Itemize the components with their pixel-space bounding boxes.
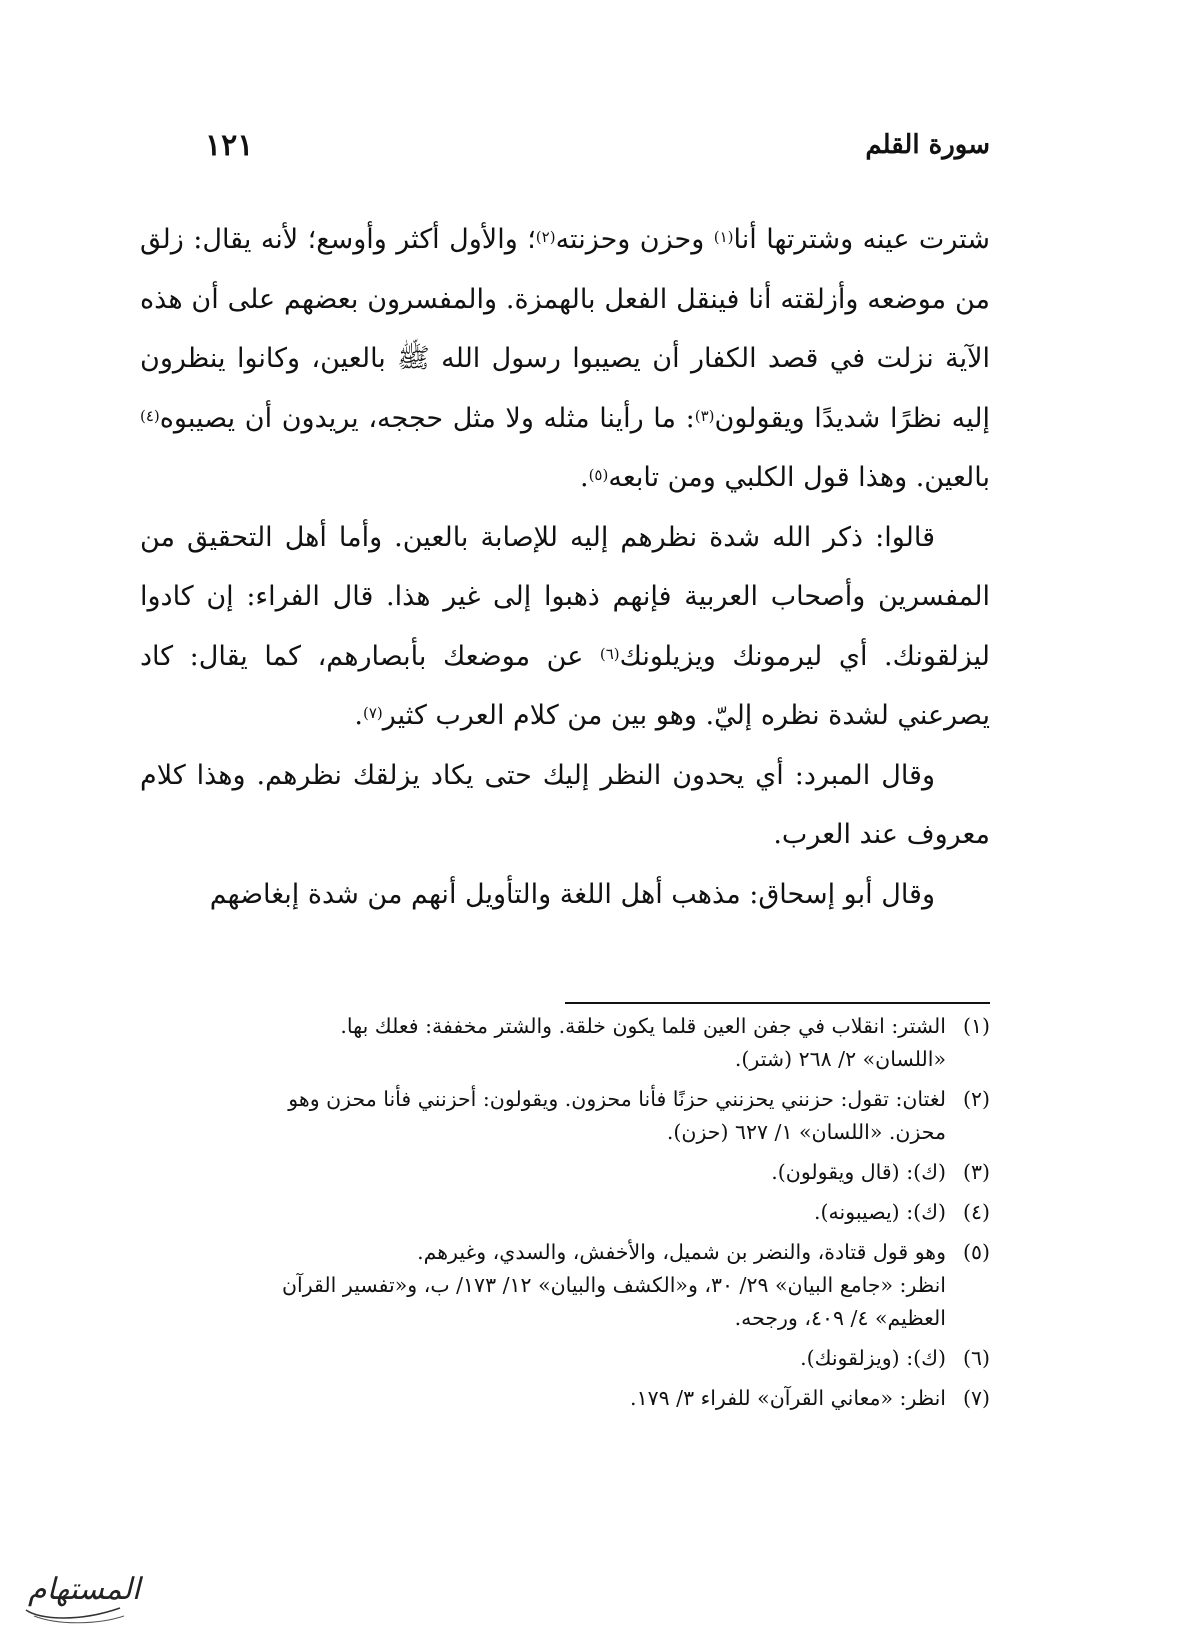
footnote-ref-2: (٢) [535,228,556,246]
footnote [140,1382,990,1415]
stamp-text: المستهام [28,1572,141,1607]
footnote-line: «اللسان» ٢/ ٢٦٨ (شتر). [734,1047,946,1071]
footnote-number: (٢) [962,1087,990,1111]
footnote-number: (٥) [962,1240,990,1264]
footnote-text [140,1083,946,1149]
footnote-text [140,1382,946,1415]
paragraph-3: وقال المبرد: أي يحدون النظر إليك حتى يكاد يزلقك نظرهم. وهذا كلام معروف عند العرب. [140,759,990,850]
footnote-line: الشتر: انقلاب في جفن العين قلما يكون خلقة. والشتر مخففة: فعلك بها. [340,1014,946,1038]
text-run: . [579,462,589,493]
footnote [140,1236,990,1335]
footnote-number: (١) [962,1014,990,1038]
footnote-ref-6: (٦) [599,644,620,663]
footnote-ref-3: (٣) [694,406,715,425]
paragraph-2 [140,508,990,746]
footnote-line: انظر: «جامع البيان» ٢٩/ ٣٠، و«الكشف والبيان» ١٢/ ١٧٣/ ب، و«تفسير القرآن [282,1273,946,1297]
publisher-stamp-logo [20,1560,141,1630]
paragraph-1 [140,210,990,508]
footnote-text [140,1196,946,1229]
footnote-line: (ك): (يصيبونه). [814,1200,946,1224]
footnote-ref-1: (١) [713,228,734,246]
text-run: : ما رأينا مثله ولا مثل حججه، يريدون أن يصيبوه [159,402,695,434]
footnote-line: محزن. «اللسان» ١/ ٦٢٧ (حزن). [666,1120,946,1144]
text-run: قالوا: ذكر الله شدة نظرهم إليه للإصابة بالعين. وأما أهل التحقيق من المفسرين وأصحاب العربية فإنهم ذهبوا إلى غير هذا. قال الفراء: إن كادوا ليزلقونك. أي ليرمونك ويزيلونك [140,521,990,672]
footnote [140,1156,990,1189]
surah-title: سورة القلم [865,130,990,160]
footnote-line: وهو قول قتادة، والنضر بن شميل، والأخفش، والسدي، وغيرهم. [417,1240,946,1264]
footnote-text [140,1156,946,1189]
text-run: وحزن وحزنته [555,224,714,255]
footnote-number: (٣) [962,1160,990,1184]
footnote [140,1083,990,1149]
text-run: شترت عينه وشترتها أنا [733,224,991,255]
paragraph-4: وقال أبو إسحاق: مذهب أهل اللغة والتأويل أنهم من شدة إبغاضهم [209,878,935,910]
footnote-line: (ك): (قال ويقولون). [771,1160,946,1184]
text-run: بالعين. وهذا قول الكلبي ومن تابعه [608,462,990,493]
footnote-number: (٧) [962,1386,990,1410]
footnote-ref-4: (٤) [140,406,160,425]
footnotes [140,1010,990,1422]
footnote-ref-7: (٧) [362,704,383,722]
footnote-line: انظر: «معاني القرآن» للفراء ٣/ ١٧٩. [630,1386,946,1410]
footnote [140,1342,990,1375]
footnote-number: (٦) [962,1346,990,1370]
footnote [140,1010,990,1076]
text-run: عن موضعك بأبصارهم، كما يقال: كاد يصرعني لشدة نظره إليّ. وهو بين من كلام العرب كثير [140,640,990,731]
main-text [140,210,990,924]
running-head [205,130,990,170]
text-run: . [354,700,363,731]
footnote-text [140,1236,946,1335]
footnote-line: العظيم» ٤/ ٤٠٩، ورجحه. [734,1306,946,1330]
footnote-separator [565,1002,990,1004]
footnote-line: (ك): (ويزلقونك). [800,1346,946,1370]
footnote-text [140,1010,946,1076]
page-number: ١٢١ [205,128,254,163]
footnote-text [140,1342,946,1375]
footnote-line: لغتان: تقول: حزنني يحزنني حزنًا فأنا محزون. ويقولون: أحزنني فأنا محزن وهو [288,1087,946,1111]
footnote [140,1196,990,1229]
footnote-ref-5: (٥) [588,466,609,484]
text-run: ؛ والأول أكثر وأوسع؛ لأنه يقال: زلق من موضعه وأزلقته أنا فينقل الفعل بالهمزة. والمفسرون بعضهم على أن هذه الآية نزلت في قصد الكفار أن يصيبوا رسول الله ﷺ بالعين، وكانوا ينظرون إليه نظرًا شديدًا ويقولون [140,224,991,434]
footnote-number: (٤) [962,1200,990,1224]
